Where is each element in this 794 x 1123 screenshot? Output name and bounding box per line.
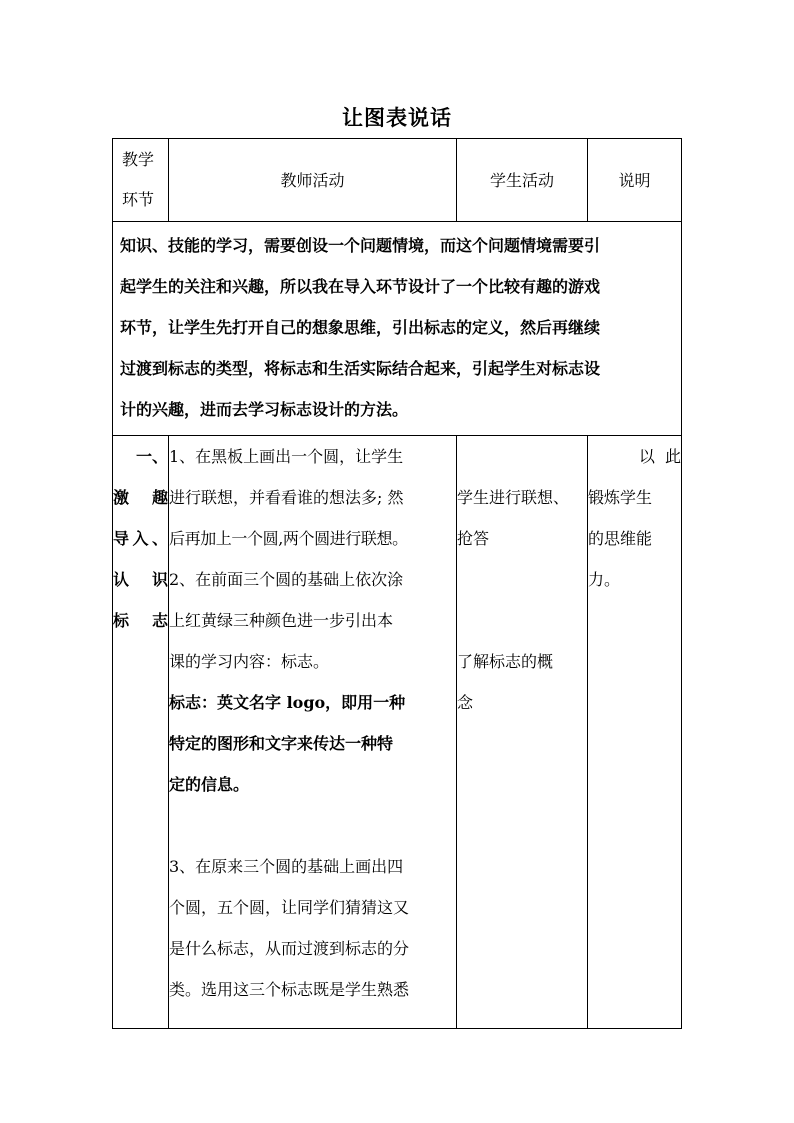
teacher-line: 进行联想，并看看谁的想法多; 然: [169, 488, 404, 507]
spacer: [457, 559, 587, 600]
logo-definition-line: 特定的图形和文字来传达一种特: [169, 734, 394, 753]
header-stage-line2: 环节: [122, 190, 155, 209]
header-student: 学生活动: [457, 139, 588, 222]
page-title: 让图表说话: [342, 105, 452, 130]
note-line: 力。: [588, 570, 621, 589]
intro-line: 计的兴趣，进而去学习标志设计的方法。: [120, 400, 409, 419]
spacer: [457, 436, 587, 477]
student-activity-cell: [457, 436, 588, 1029]
note-line: 锻炼学生: [588, 488, 653, 507]
stage-line: 导入、: [113, 529, 168, 548]
stage-line: 一、: [135, 447, 168, 466]
student-line: 了解标志的概: [457, 652, 554, 671]
stage-line: 激趣: [113, 488, 168, 507]
teacher-line: 1、在黑板上画出一个圆，让学生: [169, 447, 404, 466]
stage-one-row: [113, 436, 682, 1029]
student-line: 念: [457, 693, 474, 712]
stage-line: 标志: [113, 611, 168, 630]
lesson-table: [112, 138, 682, 1029]
intro-line: 知识、技能的学习，需要创设一个问题情境，而这个问题情境需要引: [120, 236, 601, 255]
teacher-line: 个圆，五个圆，让同学们猜猜这又: [169, 898, 410, 917]
note-line: 以 此: [638, 447, 681, 466]
intro-cell: [113, 222, 682, 436]
spacer: [457, 600, 587, 641]
teacher-line: 课的学习内容：标志。: [169, 652, 330, 671]
intro-line: 过渡到标志的类型，将标志和生活实际结合起来，引起学生对标志设: [120, 359, 601, 378]
logo-definition-line: 定的信息。: [169, 775, 250, 794]
stage-line: 认识: [113, 570, 168, 589]
header-stage: [113, 139, 169, 222]
header-row: [113, 139, 682, 222]
intro-line: 起学生的关注和兴趣，所以我在导入环节设计了一个比较有趣的游戏: [120, 277, 601, 296]
spacer: [169, 805, 456, 846]
note-cell: [588, 436, 682, 1029]
student-line: 抢答: [457, 529, 490, 548]
intro-line: 环节，让学生先打开自己的想象思维，引出标志的定义，然后再继续: [120, 318, 601, 337]
teacher-line: 上红黄绿三种颜色进一步引出本: [169, 611, 394, 630]
note-line: 的思维能: [588, 529, 653, 548]
header-stage-line1: 教学: [122, 150, 155, 169]
header-teacher: 教师活动: [169, 139, 457, 222]
teacher-activity-cell: [169, 436, 457, 1029]
intro-row: [113, 222, 682, 436]
logo-definition-line: 标志：英文名字 logo，即用一种: [169, 693, 406, 712]
teacher-line: 后再加上一个圆,两个圆进行联想。: [169, 529, 408, 548]
teacher-line: 类。选用这三个标志既是学生熟悉: [169, 980, 410, 999]
teacher-line: 2、在前面三个圆的基础上依次涂: [169, 570, 404, 589]
stage-cell: [113, 436, 169, 1029]
teacher-line: 3、在原来三个圆的基础上画出四: [169, 857, 404, 876]
teacher-line: 是什么标志，从而过渡到标志的分: [169, 939, 410, 958]
student-line: 学生进行联想、: [457, 488, 570, 507]
header-note: 说明: [588, 139, 682, 222]
